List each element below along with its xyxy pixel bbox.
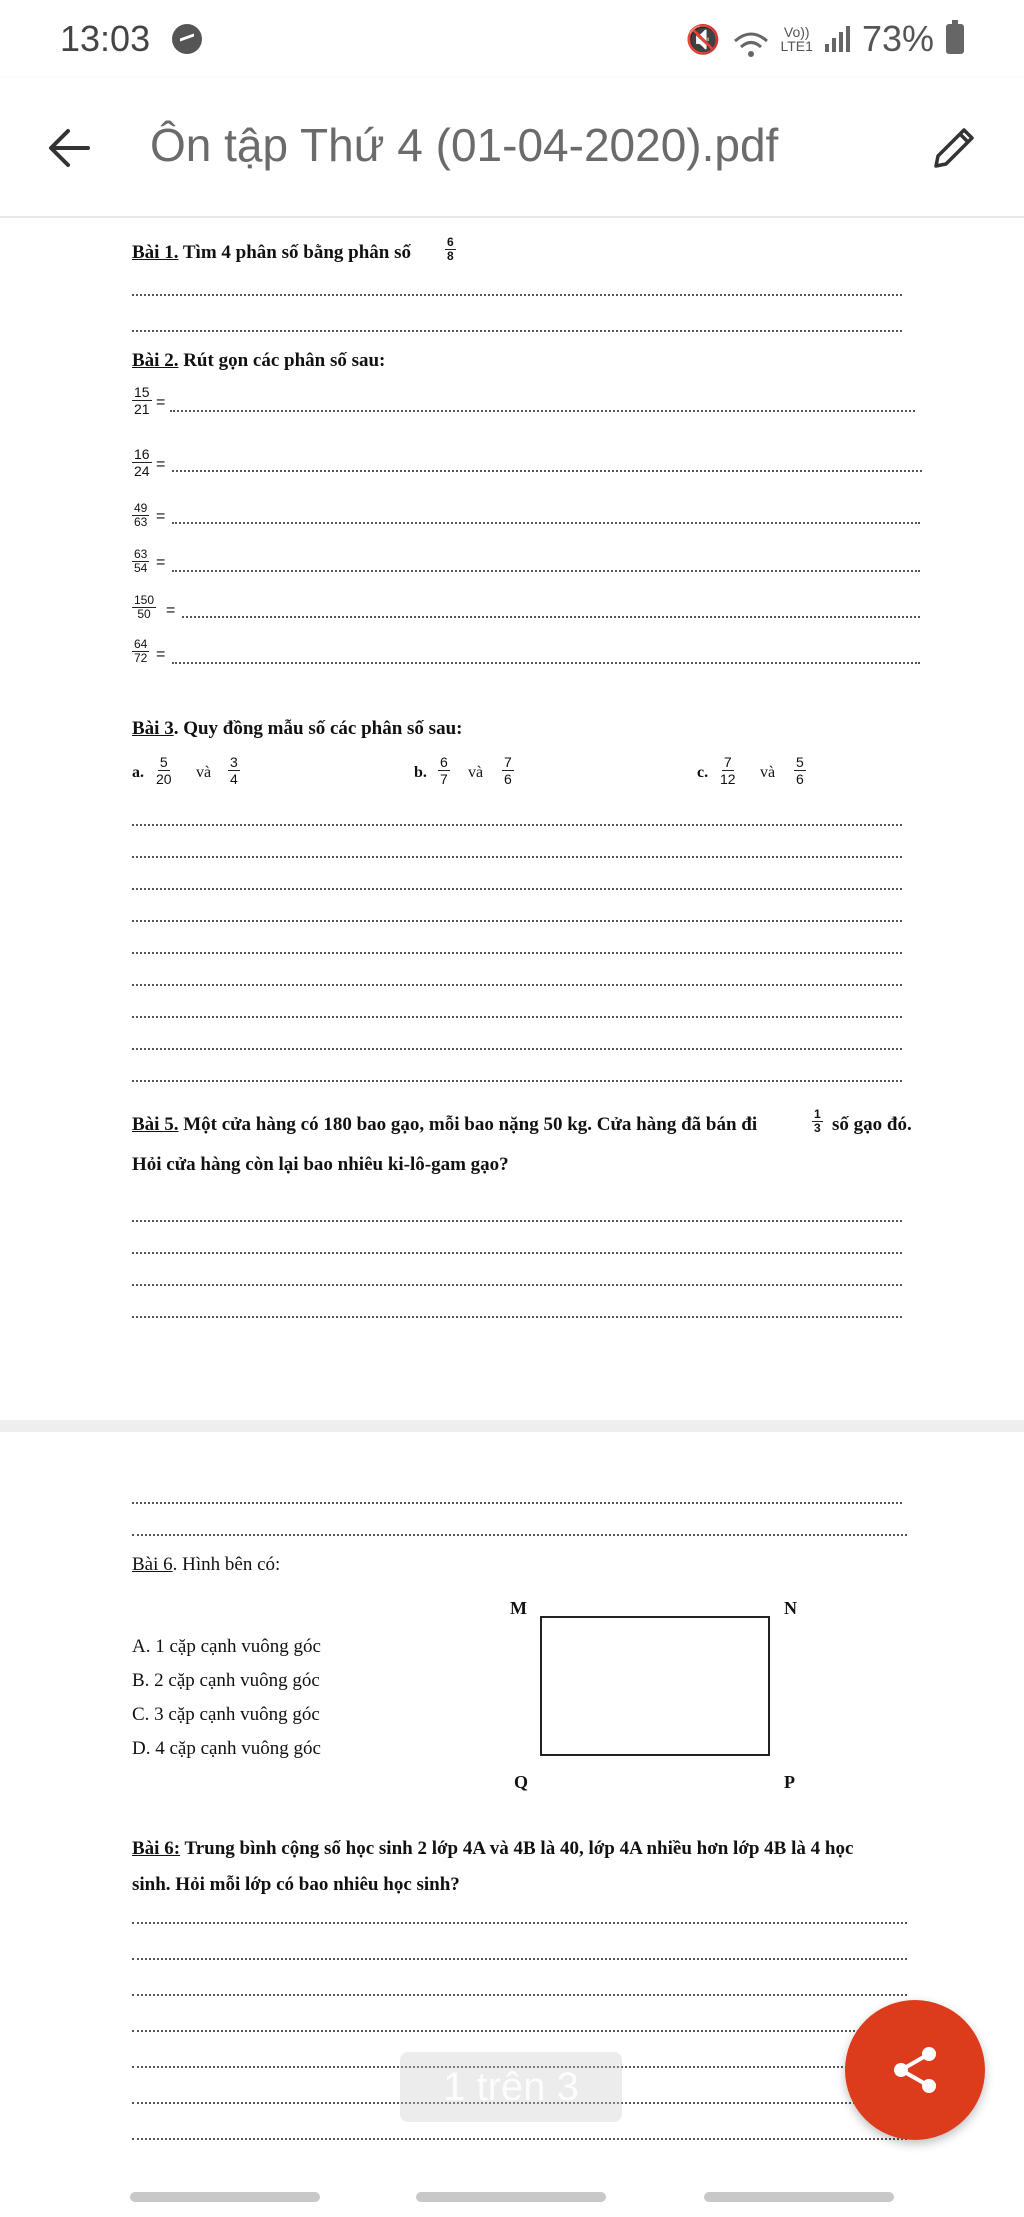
answer-line xyxy=(172,662,920,664)
answer-line xyxy=(132,952,902,954)
answer-line xyxy=(132,1958,907,1960)
answer-line xyxy=(132,1080,902,1082)
fraction: $\frac{5}{6}$ xyxy=(796,754,804,787)
bai3-part-b: b. xyxy=(414,764,427,781)
bai5-line2: Hỏi cửa hàng còn lại bao nhiêu ki-lô-gam gạo? xyxy=(132,1154,509,1175)
pdf-document-view[interactable] xyxy=(0,218,1024,2217)
app-bar xyxy=(0,78,1024,218)
nav-handle[interactable] xyxy=(130,2192,320,2202)
answer-line xyxy=(172,522,920,524)
battery-icon xyxy=(946,24,964,54)
bai1-heading: Bài 1. Tìm 4 phân số bằng phân số xyxy=(132,242,411,263)
wifi-icon xyxy=(733,26,769,52)
and-label: và xyxy=(468,764,484,781)
option-b: B. 2 cặp cạnh vuông góc xyxy=(132,1670,320,1691)
vertex-p: P xyxy=(784,1772,795,1792)
answer-line xyxy=(132,294,902,296)
fraction: $\frac{7}{6}$ xyxy=(504,754,512,787)
edit-pencil-icon[interactable] xyxy=(924,118,984,178)
option-d: D. 4 cặp cạnh vuông góc xyxy=(132,1738,321,1759)
bai2-fraction: $\frac{64}{72}$ xyxy=(134,637,148,665)
answer-line xyxy=(170,410,915,412)
answer-line xyxy=(132,2138,907,2140)
rectangle-mnpq xyxy=(540,1616,770,1756)
volte-indicator: Vo)) LTE1 xyxy=(780,24,813,54)
bai2-fraction: $\frac{16}{24}$ xyxy=(134,446,150,479)
and-label: và xyxy=(196,764,212,781)
answer-line xyxy=(132,1252,902,1254)
bai5-line1-end: số gạo đó. xyxy=(832,1114,912,1135)
equals-sign: = xyxy=(156,394,166,411)
page-indicator: 1 trên 3 xyxy=(400,2052,622,2122)
answer-line xyxy=(172,570,920,572)
answer-line xyxy=(132,1922,907,1924)
and-label: và xyxy=(760,764,776,781)
answer-line xyxy=(132,1284,902,1286)
option-c: C. 3 cặp cạnh vuông góc xyxy=(132,1704,320,1725)
answer-line xyxy=(132,1994,907,1996)
document-title: Ôn tập Thứ 4 (01-04-2020).pdf xyxy=(150,119,779,171)
answer-line xyxy=(132,856,902,858)
vertex-m: M xyxy=(510,1598,527,1618)
equals-sign: = xyxy=(156,456,166,473)
bai2-fraction: $\frac{63}{54}$ xyxy=(134,547,148,575)
mute-icon: 🔇 xyxy=(685,23,721,55)
answer-line xyxy=(132,1048,902,1050)
bai3-heading: Bài 3. Quy đồng mẫu số các phân số sau: xyxy=(132,718,463,739)
answer-line xyxy=(132,1502,902,1504)
answer-line xyxy=(132,1534,907,1536)
share-button[interactable] xyxy=(845,2000,985,2140)
option-a: A. 1 cặp cạnh vuông góc xyxy=(132,1636,321,1657)
status-time: 13:03 xyxy=(60,18,151,59)
status-right xyxy=(686,18,964,60)
bai3-part-c: c. xyxy=(697,764,709,781)
bai2-fraction: $\frac{150}{50}$ xyxy=(134,593,155,621)
answer-line xyxy=(132,1220,902,1222)
bai2-heading: Bài 2. Rút gọn các phân số sau: xyxy=(132,350,386,371)
bai6b-line1: Bài 6: Trung bình cộng số học sinh 2 lớp 4A và 4B là 40, lớp 4A nhiều hơn lớp 4B là 4 học xyxy=(132,1838,854,1859)
share-icon xyxy=(885,2040,945,2100)
bai6a-heading: Bài 6. Hình bên có: xyxy=(132,1554,281,1575)
equals-sign: = xyxy=(156,646,166,663)
bai1-fraction: $\frac{6}{8}$ xyxy=(447,235,454,263)
signal-icon xyxy=(825,26,850,52)
answer-line xyxy=(172,470,922,472)
answer-line xyxy=(182,616,920,618)
bai5-line1: Bài 5. Một cửa hàng có 180 bao gạo, mỗi bao nặng 50 kg. Cửa hàng đã bán đi xyxy=(132,1114,758,1135)
nav-handle[interactable] xyxy=(416,2192,606,2202)
bai2-fraction: $\frac{49}{63}$ xyxy=(134,501,148,529)
equals-sign: = xyxy=(156,554,166,571)
vertex-n: N xyxy=(784,1598,797,1618)
messenger-icon xyxy=(172,24,202,54)
answer-line xyxy=(132,920,902,922)
fraction: $\frac{6}{7}$ xyxy=(440,754,448,787)
nav-handle[interactable] xyxy=(704,2192,894,2202)
fraction: $\frac{5}{20}$ xyxy=(156,754,172,787)
page-break xyxy=(0,1420,1024,1432)
equals-sign: = xyxy=(166,602,176,619)
status-bar xyxy=(0,0,1024,78)
fraction: $\frac{7}{12}$ xyxy=(720,754,736,787)
equals-sign: = xyxy=(156,508,166,525)
answer-line xyxy=(132,1016,902,1018)
bai5-fraction: $\frac{1}{3}$ xyxy=(814,1107,821,1135)
answer-line xyxy=(132,984,902,986)
back-arrow-icon[interactable] xyxy=(40,118,100,178)
answer-line xyxy=(132,1316,902,1318)
bai2-fraction: $\frac{15}{21}$ xyxy=(134,384,150,417)
answer-line xyxy=(132,888,902,890)
answer-line xyxy=(132,2030,907,2032)
bai3-part-a: a. xyxy=(132,764,144,781)
answer-line xyxy=(132,824,902,826)
vertex-q: Q xyxy=(514,1772,529,1792)
bai6b-line2: sinh. Hỏi mỗi lớp có bao nhiêu học sinh? xyxy=(132,1874,460,1895)
battery-percent: 73% xyxy=(861,18,934,59)
answer-line xyxy=(132,330,902,332)
fraction: $\frac{3}{4}$ xyxy=(230,754,238,787)
